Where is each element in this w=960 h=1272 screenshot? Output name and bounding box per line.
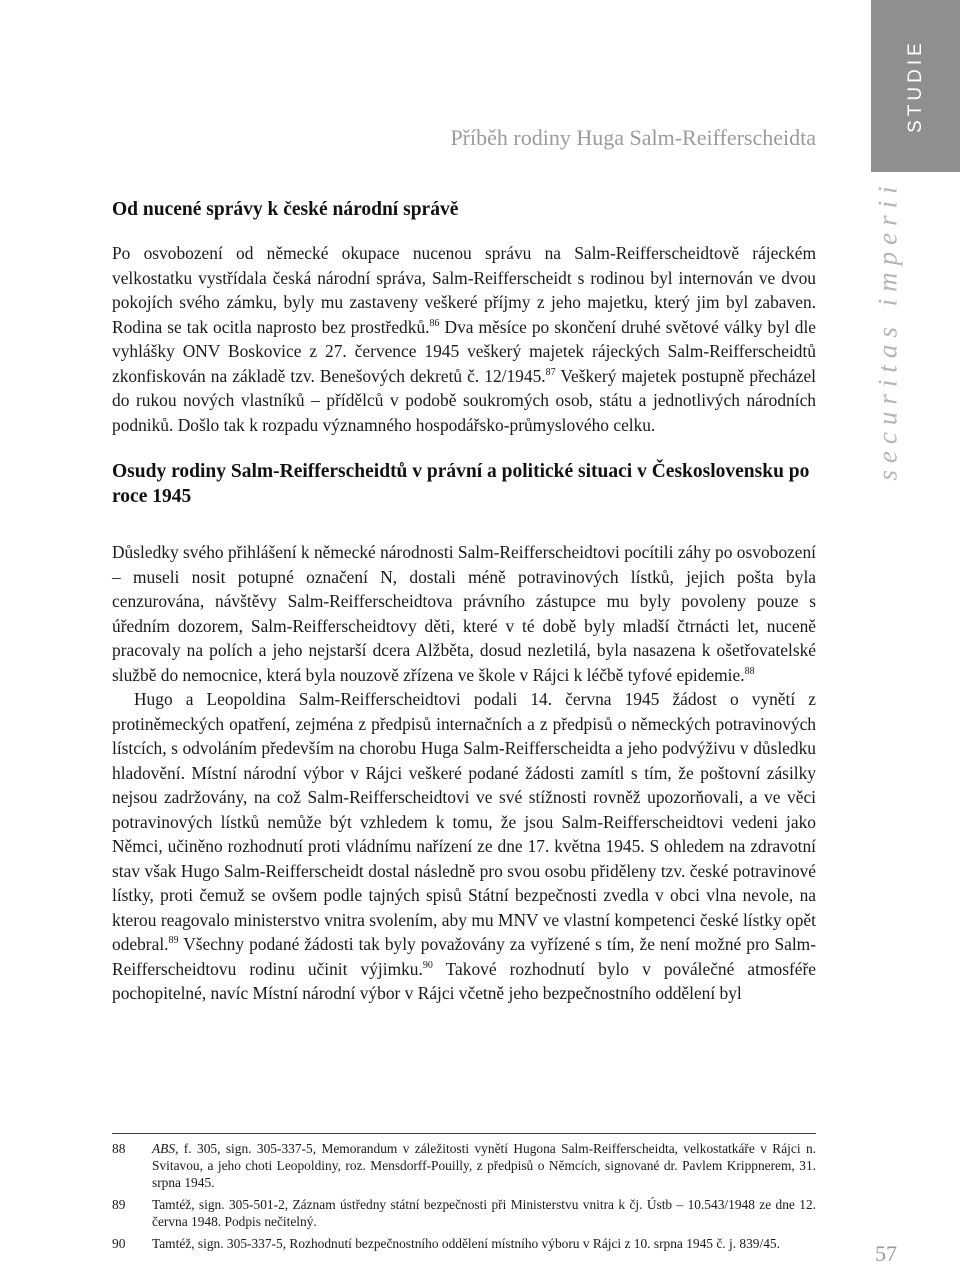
paragraph-2: Důsledky svého přihlášení k německé národnosti Salm-Reifferscheidtovi pocítili záhy po osvobození – museli nosit potupné označení N, dostali méně potravinových lístků, jejich pošta byla cenzurována, návštěvy Salm-Reifferscheidtova právního zástupce mu byly povoleny pouze s úředním dozorem, Salm-Reifferscheidtovy děti, které v té době byly mladší čtrnácti let, nuceně pracovaly na polích a jeho nejstarší dcera Alžběta, dosud nezletilá, byla nasazena k ošetřovatelské službě do nemocnice, která byla nouzově zřízena ve škole v Rájci k léčbě tyfové epidemie.$^{88}$ — [112, 542, 816, 685]
section-tab-label: STUDIE — [904, 39, 926, 133]
page-number: 57 — [875, 1241, 897, 1266]
section-heading-1: Od nucené správy k české národní správě — [112, 199, 459, 220]
footnote-88: 88 ABS, f. 305, sign. 305-337-5, Memorandum v záležitosti vynětí Hugona Salm-Reifferscheidta, velkostatkáře v Rájci n. Svitavou, a jeho choti Leopoldiny, roz. Mensdorff-Pouilly, z předpisů o Němcích, signované dr. Pavlem Krippnerem, 31. srpna 1945. — [112, 1141, 816, 1190]
footnote-ref-88[interactable]: 88 — [744, 665, 755, 677]
footnote-ref-86[interactable]: 86 — [429, 317, 440, 329]
footnotes — [112, 1140, 816, 1257]
footnote-ref-90[interactable]: 90 — [422, 959, 433, 971]
running-head: Příběh rodiny Huga Salm-Reifferscheidta — [450, 125, 816, 150]
journal-motto-text: securitas imperii — [872, 179, 903, 481]
paragraph-3: Hugo a Leopoldina Salm-Reifferscheidtovi podali 14. června 1945 žádost o vynětí z protiněmeckých opatření, zejména z předpisů internačních a z předpisů o německých potravinových lístcích, s odvoláním především na chorobu Huga Salm-Reifferscheidta a jeho podvýživu v důsledku hladovění. Místní národní výbor v Rájci veškeré podané žádosti zamítl s tím, že poštovní zásilky nejsou zadržovány, na což Salm-Reifferscheidtovi ve své stížnosti rovněž upozorňovali, a ve věci potravinových lístků nemůže být vzhledem k tomu, že jsou Salm-Reifferscheidtovi vedeni jako Němci, učiněno rozhodnutí proti vládnímu nařízení ze dne 17. května 1945. S ohledem na zdravotní stav však Hugo Salm-Reifferscheidt dostal následně pro svou osobu přiděleny tzv. české potravinové lístky, proti čemuž se ovšem podle tajných spisů Státní bezpečnosti zvedla v obci vlna nevole, na kterou reagovalo ministerstvo vnitra svolením, aby mu MNV ve vlastní kompetenci české lístky opět odebral.$^{89}$ Všechny podané žádosti tak byly považovány za vyřízené s tím, že není možné pro Salm-Reifferscheidtovu rodinu učinit výjimku.$^{90}$ Takové rozhodnutí bylo v poválečné atmosféře pochopitelné, navíc Místní národní výbor v Rájci včetně jeho bezpečnostního oddělení byl — [112, 689, 816, 1003]
footnote-90: 90 Tamtéž, sign. 305-337-5, Rozhodnutí bezpečnostního oddělení místního výboru v Rájci z 10. srpna 1945 č. j. 839/45. — [112, 1236, 780, 1251]
section-tab — [871, 0, 960, 172]
paragraph-1: Po osvobození od německé okupace nucenou správu na Salm-Reifferscheidtově rájeckém velkostatku vystřídala česká národní správa, Salm-Reifferscheidt s rodinou byl internován ve dvou pokojích svého zámku, byly mu zastaveny veškeré příjmy z jeho majetku, který jim byl zabaven. Rodina se tak ocitla naprosto bez prostředků.$^{86}$ Dva měsíce po skončení druhé světové války byl dle vyhlášky ONV Boskovice z 27. července 1945 veškerý majetek rájeckých Salm-Reifferscheidtů zkonfiskován na základě tzv. Benešových dekretů č. 12/1945.87 Veškerý majetek postupně přecházel do rukou nových vlastníků – přídělců v podobě soukromých osob, státu a jednotlivých národních podniků. Došlo tak k rozpadu významného hospodářsko-průmyslového celku. — [112, 243, 817, 435]
section-heading-2: Osudy rodiny Salm-Reifferscheidtů v právní a politické situaci v Československu po roce 1945 — [112, 461, 810, 507]
footnote-89: 89 Tamtéž, sign. 305-501-2, Záznam ústředny státní bezpečnosti při Ministerstvu vnitra k čj. Ústb – 10.543/1948 ze dne 12. června 1948. Podpis nečitelný. — [112, 1197, 816, 1229]
footnote-ref-87[interactable]: 87 — [545, 366, 556, 378]
footnote-divider — [112, 1133, 816, 1134]
footnote-ref-89[interactable]: 89 — [168, 935, 179, 947]
article-body — [112, 197, 816, 1006]
